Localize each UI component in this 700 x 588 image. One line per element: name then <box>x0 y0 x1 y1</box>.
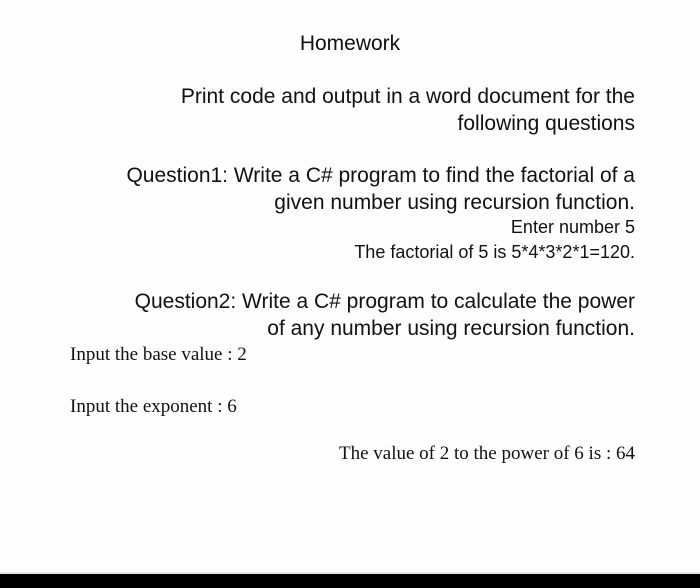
question-1-line-1: Question1: Write a C# program to find the factorial of a <box>126 164 635 187</box>
question-1-sample-prompt: Enter number 5 <box>510 217 635 237</box>
question-1-line-2: given number using recursion function. <box>274 191 635 214</box>
question-2-sample-result: The value of 2 to the power of 6 is : 64 <box>338 443 635 464</box>
instructions-line-2: following questions <box>457 112 635 135</box>
question-1-sample-result: The factorial of 5 is 5*4*3*2*1=120. <box>354 242 635 262</box>
question-2-line-2: of any number using recursion function. <box>267 317 635 340</box>
instructions-line-1: Print code and output in a word document for the <box>180 85 635 108</box>
question-2-line-1: Question2: Write a C# program to calculate the power <box>134 290 635 313</box>
question-2-base-prompt: Input the base value : 2 <box>70 344 247 365</box>
bottom-black-bar <box>0 574 700 588</box>
question-2-exponent-prompt: Input the exponent : 6 <box>70 396 237 417</box>
document-title: Homework <box>299 32 401 55</box>
